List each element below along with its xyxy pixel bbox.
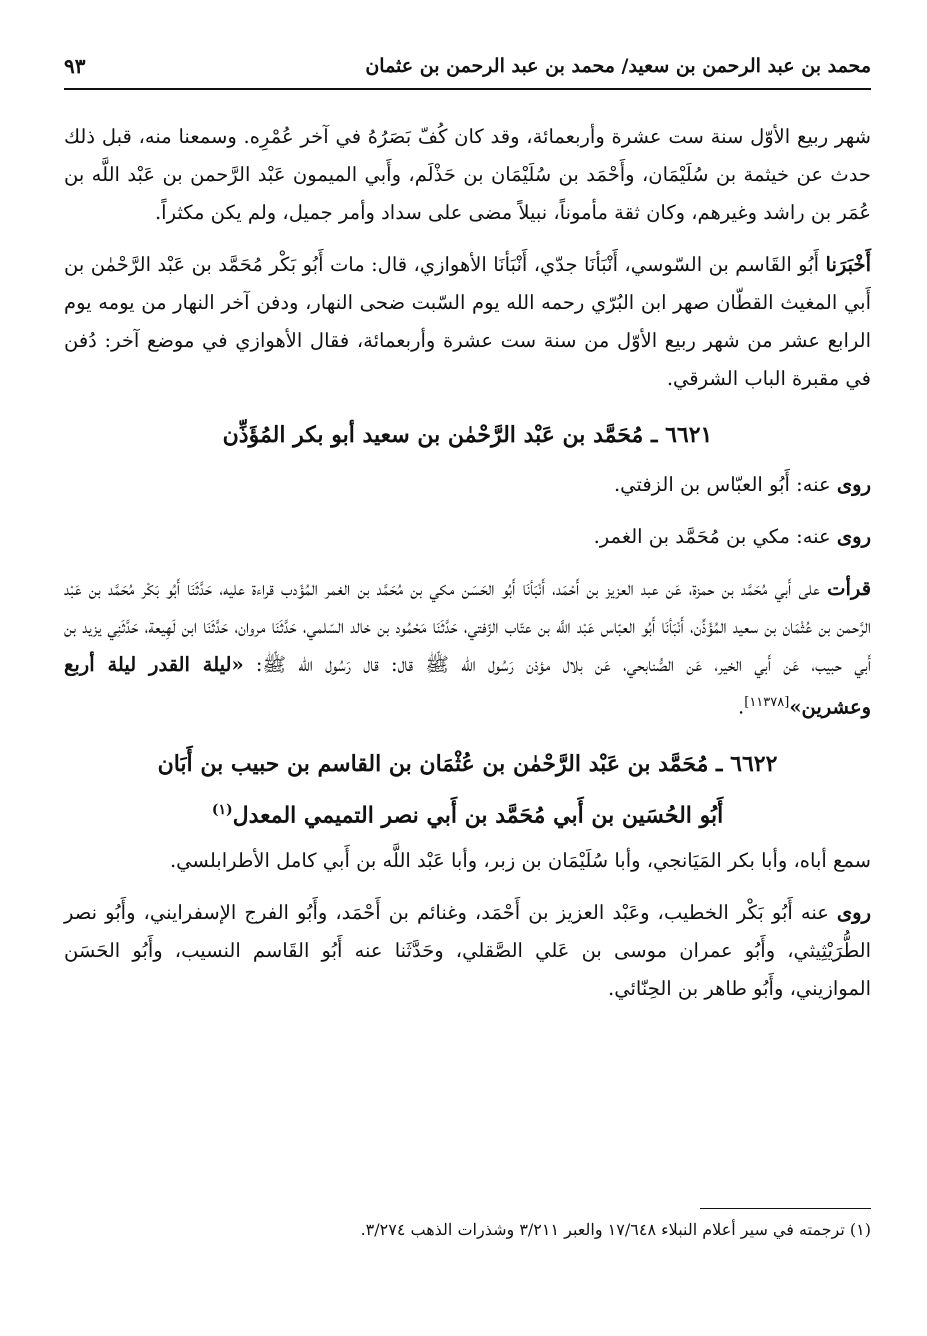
narrator-line	[64, 518, 871, 556]
footnote-marker[interactable]: (١)	[211, 801, 233, 818]
heard-paragraph: سمع أباه، وأبا بكر المَيَانجي، وأبا سُلَيْمَان بن زبر، وأبا عَبْد اللَّه بن أَبي كامل الأطرابلسي.	[169, 848, 871, 872]
page-number: ٩٣	[64, 54, 86, 78]
entry-title-line-2-text: أَبُو الحُسَين بن أَبي مُحَمَّد بن أَبي نصر التميمي المعدل	[232, 801, 724, 828]
isnad-lead-word: قرأت	[827, 577, 872, 600]
entry-title-6622	[64, 741, 871, 838]
entry-title-6621: ٦٦٢١ ـ مُحَمَّد بن عَبْد الرَّحْمٰن بن سعيد أبو بكر المُؤَذِّن	[222, 422, 713, 448]
header-title: محمد بن عبد الرحمن بن سعيد/ محمد بن عبد الرحمن بن عثمان	[365, 55, 871, 77]
paragraph-text: أَبُو القَاسم بن السّوسي، أَنْبَأنَا جدّي، أَنْبَأنَا الأهوازي، قال: مات أَبُو بَكْر مُحَمَّد بن عَبْد الرَّحْمٰن بن أَبي المغيث القطّان صهر ابن البُرّي رحمه الله يوم السّبت ضحى النهار، ودفن آخر النهار من يومه يوم الرابع عشر من شهر ربيع الأوّل من سنة ست عشرة وأربعمائة، فقال الأهوازي في موضع آخر: دُفن في مقبرة الباب الشرقي.	[64, 253, 871, 390]
main-text	[64, 118, 871, 1022]
entry-title-line-2	[64, 787, 871, 838]
narrator-line	[64, 466, 871, 504]
paragraph-lead-word: أَخْبَرَنا	[825, 253, 871, 276]
footnote: (١) ترجمته في سير أعلام النبلاء ١٧/٦٤٨ والعبر ٣/٢١١ وشذرات الذهب ٣/٢٧٤.	[360, 1220, 871, 1239]
entry-title-line-1: ٦٦٢٢ ـ مُحَمَّد بن عَبْد الرَّحْمٰن بن عُثْمَان بن القاسم بن حبيب بن أَبَان	[157, 750, 778, 777]
isnad-end: .	[738, 695, 745, 719]
footnote-divider	[700, 1208, 871, 1209]
paragraph-akhbarana	[64, 246, 871, 398]
narrated-text: عنه أَبُو بَكْر الخطيب، وعَبْد العزيز بن أَحْمَد، وغنائم بن أَحْمَد، وأَبُو الفرج الإسفرايني، وأَبُو نصر الطُّرَيْثِيثي، وأَبُو عمران موسى بن عَلي الصَّقلي، وحَدَّثَنا عنه أَبُو القَاسم النسيب، وأَبُو الحَسَن الموازيني، وأَبُو طاهر بن الحِنّائي.	[64, 900, 871, 1000]
narrator-lead-word: روى	[836, 525, 871, 548]
narrated-paragraph	[64, 894, 871, 1008]
narrator-lead-word: روى	[836, 473, 871, 496]
narrated-lead-word: روى	[836, 900, 872, 924]
hadith-text: «ليلة القدر ليلة أربع وعشرين»	[64, 653, 871, 719]
isnad-paragraph	[64, 570, 871, 727]
paragraph-continuation: شهر ربيع الأوّل سنة ست عشرة وأربعمائة، وقد كان كُفّ بَصَرُهُ في آخر عُمْرِه. وسمعنا منه، قبل ذلك حدث عن خيثمة بن سُلَيْمَان، وأَحْمَد بن سُلَيْمَان بن حَذْلَم، وأَبي الميمون عَبْد الرَّحمن بن عَبْد اللَّه بن عُمَر بن راشد وغيرهم، وكان ثقة مأموناً، نبيلاً مضى على سداد وأمر جميل، ولم يكن مكثراً.	[64, 125, 871, 224]
hadith-reference-number: [١١٣٧٨]	[744, 695, 790, 710]
narrator-text: عنه: أَبُو العبّاس بن الزفتي.	[613, 473, 831, 496]
running-header	[64, 44, 871, 90]
narrator-text: عنه: مكي بن مُحَمَّد بن الغمر.	[593, 525, 831, 548]
isnad-text: على أَبي مُحَمَّد بن حمزة، عَن عبد العزيز بن أَحْمَد، أَنْبَأنَا أَبُو الحَسَن مكي بن مُحَمَّد بن الغمر المُؤَدب قراءة عليه، حَدَّثَنَا أَبُو بَكْر مُحَمَّد بن عَبْد الرَّحمن بن عُثْمَان بن سعيد المُؤَذِّن، أَنْبَأنَا أَبُو العبّاس عَبْد اللَّه بن عتّاب الزّفتي، حَدَّثَنَا مَحْمُود بن خالد السّلمي، حَدَّثَنَا مروان، حَدَّثَنَا ابن لَهِيعة، حَدَّثَنِي يزيد بن أَبي حبيب، عَن أَبي الخير، عَن الصُّنابحي، عَن بلال مؤذن رَسُول الله ﷺ قال: قال رَسُول الله ﷺ:	[64, 577, 872, 676]
